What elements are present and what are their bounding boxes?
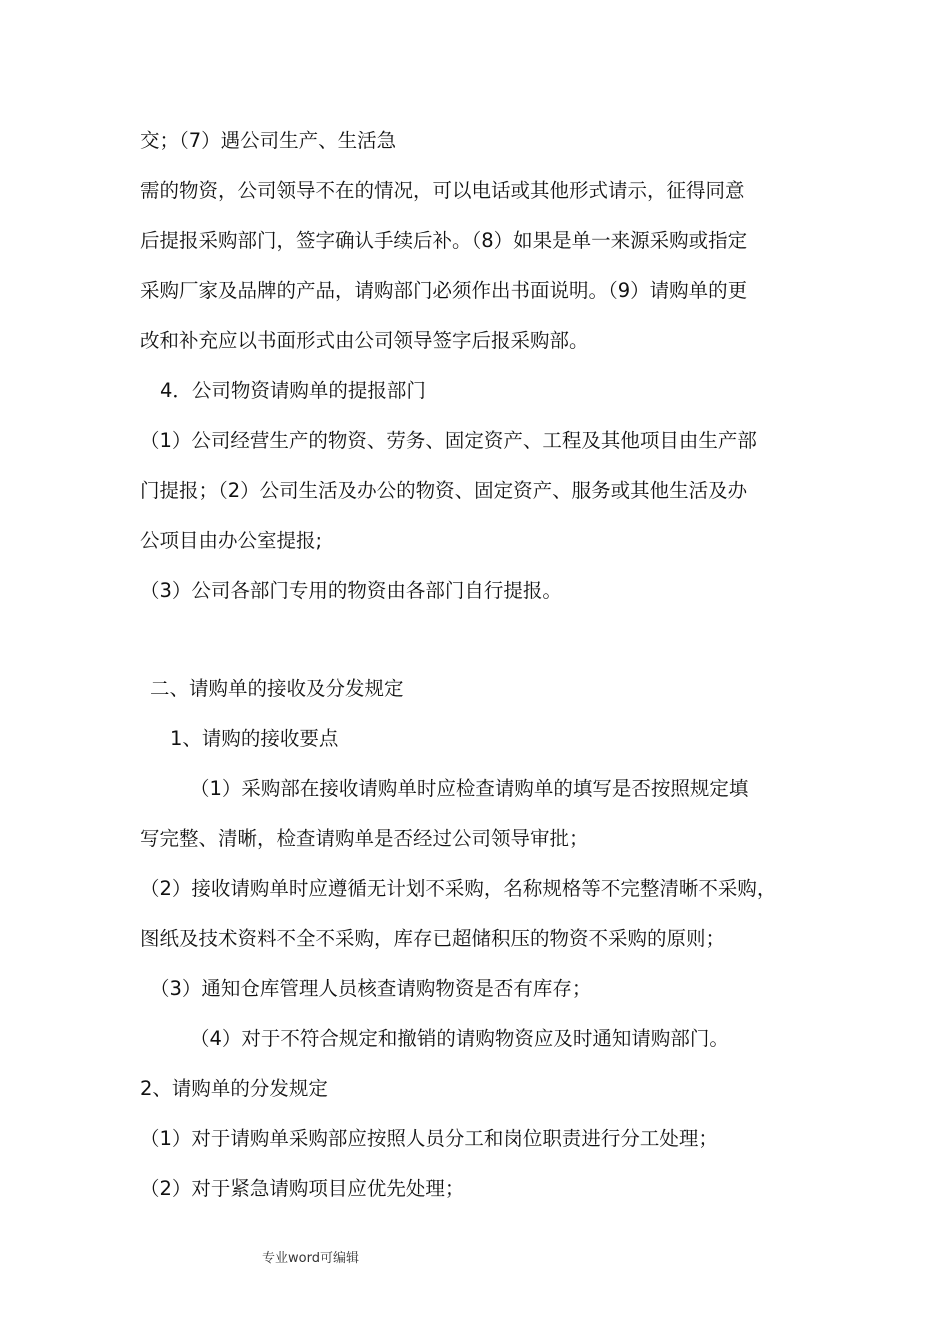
page-footer: 专业word可编辑 bbox=[262, 1251, 359, 1266]
section-heading: 2、请购单的分发规定 bbox=[140, 1077, 328, 1100]
body-text-line: （1）对于请购单采购部应按照人员分工和岗位职责进行分工处理； bbox=[140, 1127, 718, 1150]
body-text-line: （3）通知仓库管理人员核查请购物资是否有库存； bbox=[150, 977, 592, 1000]
body-text-line: （1）公司经营生产的物资、劳务、固定资产、工程及其他项目由生产部 bbox=[140, 429, 757, 452]
body-text-line: 写完整、清晰，检查请购单是否经过公司领导审批； bbox=[140, 827, 589, 850]
body-text-line: 采购厂家及品牌的产品，请购部门必须作出书面说明。（9）请购单的更 bbox=[140, 279, 748, 302]
body-text-line: （2）对于紧急请购项目应优先处理； bbox=[140, 1177, 465, 1200]
body-text-line: 后提报采购部门，签字确认手续后补。（8）如果是单一来源采购或指定 bbox=[140, 229, 748, 252]
body-text-line: （3）公司各部门专用的物资由各部门自行提报。 bbox=[140, 579, 562, 602]
section-heading: 1、请购的接收要点 bbox=[170, 727, 339, 750]
body-text-line: 需的物资，公司领导不在的情况，可以电话或其他形式请示，征得同意 bbox=[140, 179, 745, 202]
body-text-line: 图纸及技术资料不全不采购，库存已超储积压的物资不采购的原则； bbox=[140, 927, 726, 950]
body-text-line: （4）对于不符合规定和撤销的请购物资应及时通知请购部门。 bbox=[190, 1027, 729, 1050]
section-heading: 4．公司物资请购单的提报部门 bbox=[160, 379, 426, 402]
body-text-line: 公项目由办公室提报; bbox=[140, 529, 323, 552]
chapter-heading: 二、请购单的接收及分发规定 bbox=[150, 677, 404, 700]
body-text-line: （1）采购部在接收请购单时应检查请购单的填写是否按照规定填 bbox=[190, 777, 749, 800]
body-text-line: （2）接收请购单时应遵循无计划不采购，名称规格等不完整清晰不采购， bbox=[140, 877, 777, 900]
body-text-line: 交；（7）遇公司生产、生活急 bbox=[140, 129, 397, 152]
body-text-line: 改和补充应以书面形式由公司领导签字后报采购部。 bbox=[140, 329, 589, 352]
body-text-line: 门提报；（2）公司生活及办公的物资、固定资产、服务或其他生活及办 bbox=[140, 479, 748, 502]
